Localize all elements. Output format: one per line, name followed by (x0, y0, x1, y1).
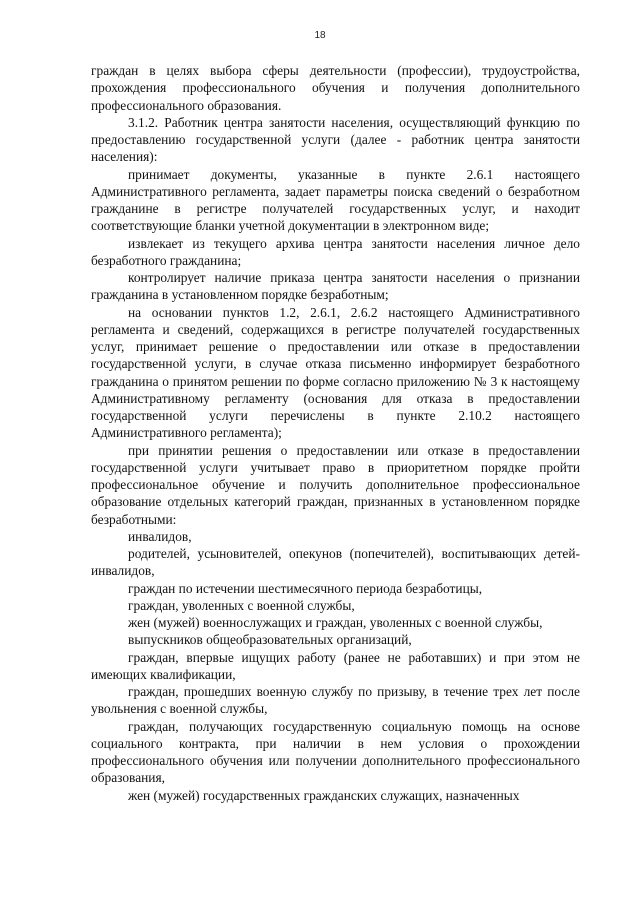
paragraph: на основании пунктов 1.2, 2.6.1, 2.6.2 настоящего Административного регламента и сведений, содержащихся в регистре получателей государственных услуг, принимает решение о предоставлении или отказе в предоставлении государственной услуги, в случае отказа письменно информирует безработного гражданина о принятом решении по форме согласно приложению № 3 к настоящему Административному регламенту (основания для отказа в предоставлении государственной услуги перечислены в пункте 2.10.2 настоящего Административного регламента); (91, 304, 580, 441)
paragraph: контролирует наличие приказа центра занятости населения о признании гражданина в установленном порядке безработным; (91, 270, 580, 303)
list-item: инвалидов, (128, 528, 192, 544)
list-item: родителей, усыновителей, опекунов (попечителей), воспитывающих детей-инвалидов, (91, 546, 580, 579)
paragraph: при принятии решения о предоставлении или отказе в предоставлении государственной услуги учитывает право в приоритетном порядке пройти профессиональное обучение и получить дополнительное профессиональное образование отдельных категорий граждан, признанных в установленном порядке безработными: (91, 442, 580, 527)
paragraph: принимает документы, указанные в пункте 2.6.1 настоящего Административного регламента, задает параметры поиска сведений о безработном гражданине в регистре получателей государственных услуг, и находит соответствующие бланки учетной документации в электронном виде; (91, 166, 580, 234)
page-number: 18 (314, 30, 326, 41)
list-item: граждан, уволенных с военной службы, (128, 597, 355, 613)
paragraph: 3.1.2. Работник центра занятости населения, осуществляющий функцию по предоставлению государственной услуги (далее - работник центра занятости населения): (91, 114, 580, 165)
document-body (91, 62, 580, 804)
list-item: жен (мужей) государственных гражданских служащих, назначенных (128, 787, 520, 803)
list-item: жен (мужей) военнослужащих и граждан, уволенных с военной службы, (128, 615, 543, 630)
list-item: граждан, прошедших военную службу по призыву, в течение трех лет после увольнения с военной службы, (91, 684, 580, 717)
paragraph: граждан в целях выбора сферы деятельности (профессии), трудоустройства, прохождения профессионального обучения и получения дополнительного профессионального образования. (91, 63, 580, 113)
list-item: граждан, впервые ищущих работу (ранее не работавших) и при этом не имеющих квалификации, (91, 649, 580, 682)
list-item: выпускников общеобразовательных организаций, (128, 632, 412, 648)
list-item: граждан, получающих государственную социальную помощь на основе социального контракта, при наличии в нем условия о прохождении профессионального обучения или получении дополнительного профессионального образования, (91, 718, 580, 786)
list-item: граждан по истечении шестимесячного периода безработицы, (128, 580, 483, 596)
paragraph: извлекает из текущего архива центра занятости населения личное дело безработного гражданина; (91, 235, 580, 268)
